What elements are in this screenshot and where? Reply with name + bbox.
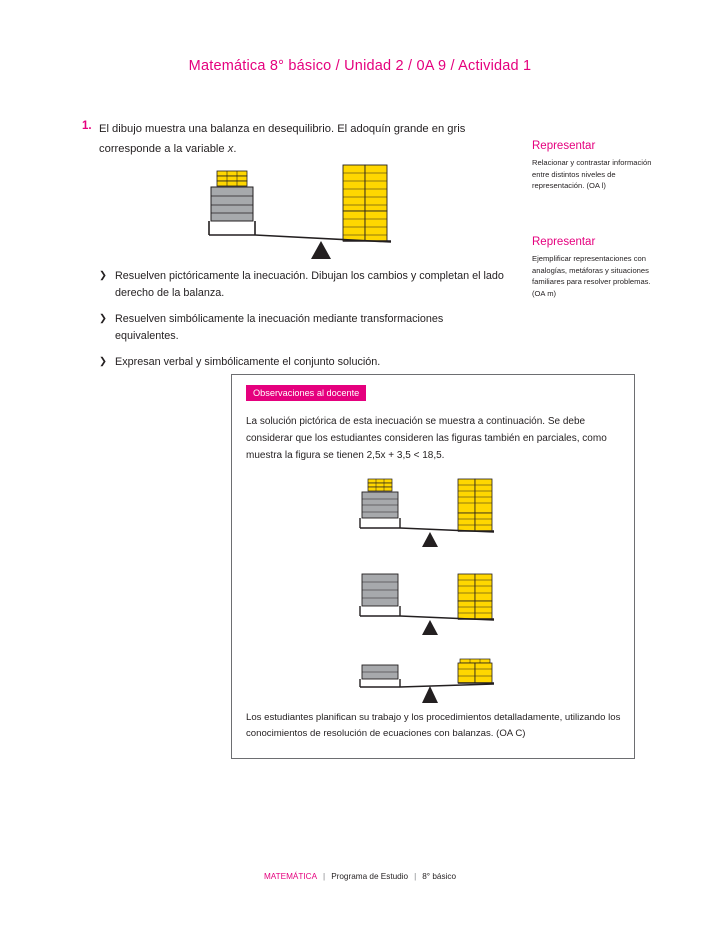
observations-footer: Los estudiantes planifican su trabajo y los procedimientos detalladamente, utilizando los conocimientos de resolución de ecuaciones con balanzas. (OA C) [246, 712, 621, 739]
right-pan-load [343, 165, 387, 241]
footer-separator-1: | [323, 872, 326, 881]
left-pan-load [211, 171, 253, 221]
balance-illustration-step-1 [342, 473, 522, 551]
observations-paragraph: La solución pictórica de esta inecuación se muestra a continuación. Se debe considerar que los estudiantes consideren las figuras también en parciales, como muestra la figura se tienen 2,5x + 3,5 < 18,5. [246, 416, 607, 461]
bullet-text: Resuelven simbólicamente la inecuación mediante transformaciones equivalentes. [115, 313, 444, 342]
page-footer [0, 872, 720, 881]
balance-illustration-main [195, 163, 435, 263]
activity-statement-end: . [233, 143, 237, 155]
balance-illustration-step-2 [342, 561, 522, 639]
balance-svg-step-2 [342, 561, 522, 639]
balance-svg-main [195, 163, 435, 263]
balance-svg-step-1 [342, 473, 522, 551]
footer-program: Programa de Estudio [331, 872, 409, 881]
chevron-right-icon: ❯ [99, 356, 107, 367]
page-title: Matemática 8° básico / Unidad 2 / 0A 9 / Actividad 1 [188, 58, 532, 74]
list-item [99, 311, 509, 344]
chevron-right-icon: ❯ [99, 270, 107, 281]
margin-note-title: Representar [532, 140, 596, 152]
footer-separator-2: | [414, 872, 417, 881]
list-item [99, 268, 509, 301]
chevron-right-icon: ❯ [99, 313, 107, 324]
margin-note-representar-1 [532, 140, 652, 192]
margin-note-title: Representar [532, 236, 596, 248]
activity-number: 1. [82, 120, 92, 132]
margin-note-body: Relacionar y contrastar información entre distintos niveles de representación. (OA l) [532, 158, 652, 190]
observations-label: Observaciones al docente [246, 385, 366, 401]
activity-bullet-list [99, 268, 509, 381]
bullet-text: Expresan verbal y simbólicamente el conjunto solución. [115, 356, 381, 368]
footer-level: 8° básico [422, 872, 457, 881]
activity-statement-part1: El dibujo muestra una balanza en desequilibrio. El adoquín grande en gris corresponde a la variable [99, 123, 466, 155]
balance-illustration-step-3 [342, 653, 522, 713]
list-item [99, 354, 509, 371]
footer-subject: MATEMÁTICA [263, 872, 318, 881]
observations-box [231, 374, 635, 759]
activity-variable: x [227, 143, 234, 155]
bullet-text: Resuelven pictóricamente la inecuación. Dibujan los cambios y completan el lado derecho de la balanza. [115, 270, 504, 299]
margin-note-representar-2 [532, 236, 652, 299]
activity-statement [99, 119, 503, 159]
balance-svg-step-3 [342, 653, 522, 713]
margin-note-body: Ejemplificar representaciones con analogías, metáforas y situaciones familiares para resolver problemas. (OA m) [532, 254, 651, 298]
